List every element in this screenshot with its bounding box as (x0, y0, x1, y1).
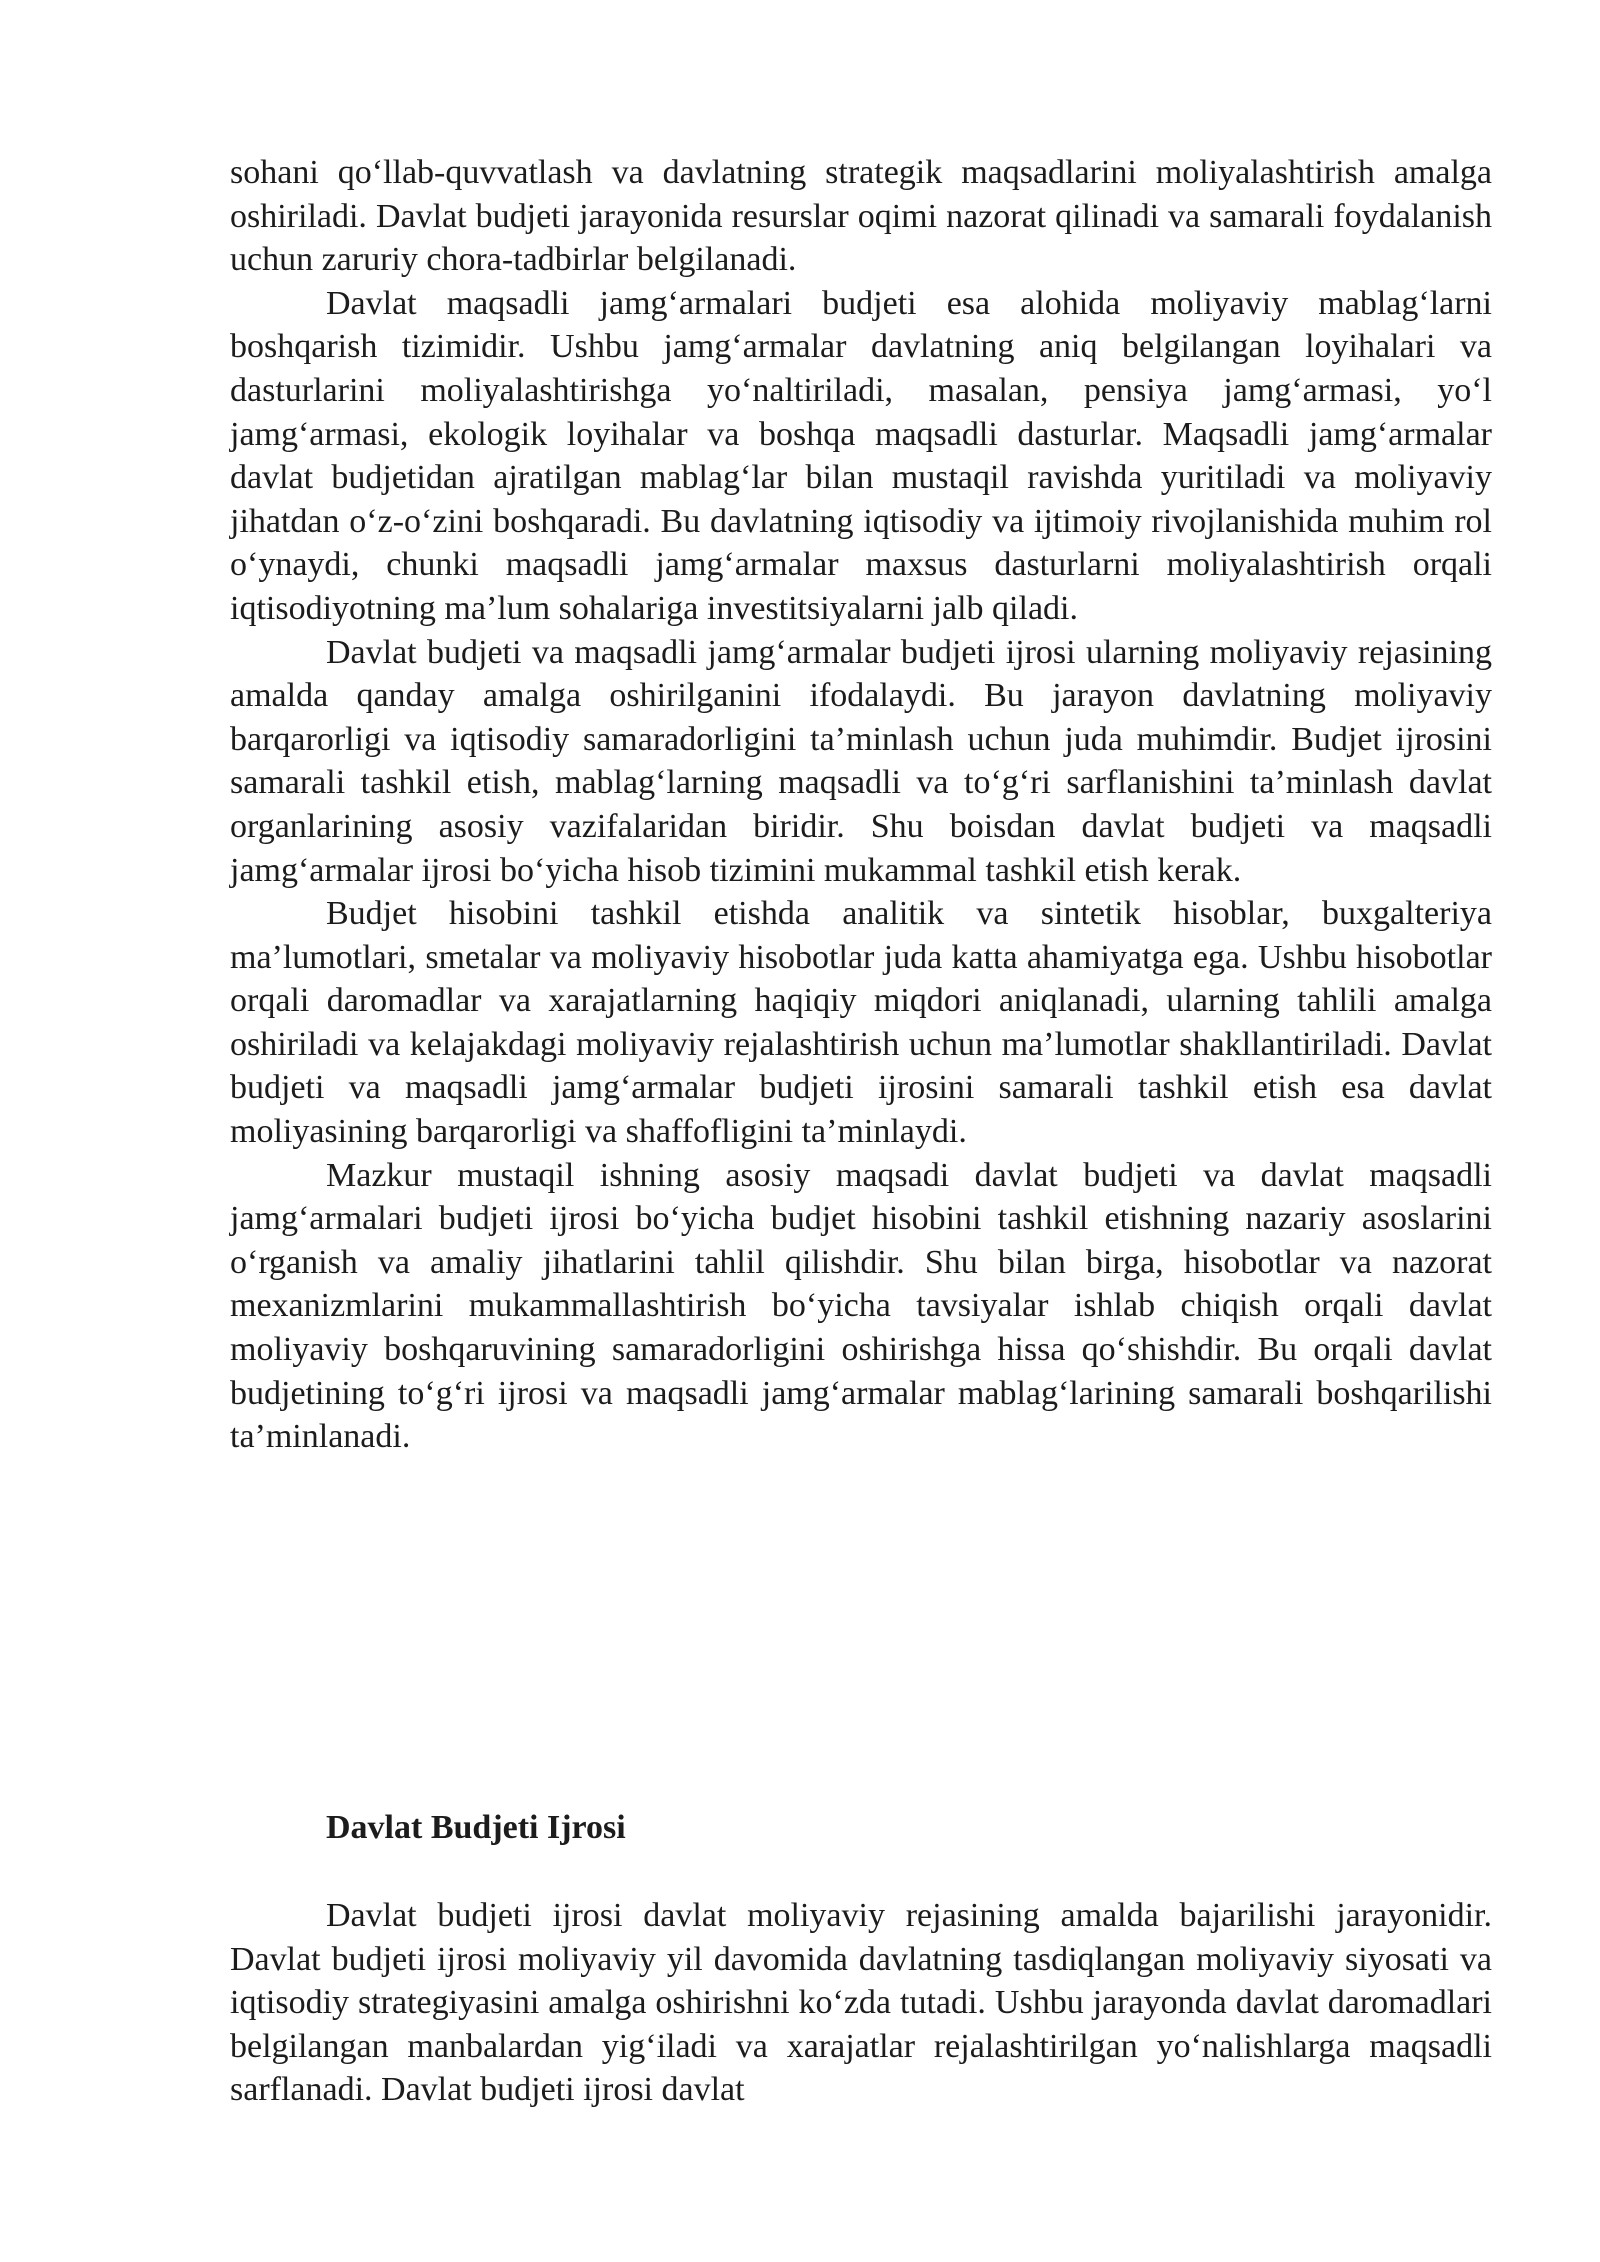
section-paragraph: Davlat budjeti ijrosi davlat moliyaviy rejasining amalda bajarilishi jarayonidir. Davlat budjeti ijrosi moliyaviy yil davomida davlatning tasdiqlangan moliyaviy siyosati va iqtisodiy strategiyasini amalga oshirishni ko‘zda tutadi. Ushbu jarayonda davlat daromadlari belgilangan manbalardan yig‘iladi va xarajatlar rejalashtirilgan yo‘nalishlarga maqsadli sarflanadi. Davlat budjeti ijrosi davlat (230, 1897, 1492, 2109)
paragraph-continuation: sohani qo‘llab-quvvatlash va davlatning strategik maqsadlarini moliyalashtirish amalga oshiriladi. Davlat budjeti jarayonida resurslar oqimi nazorat qilinadi va samarali foydalanish uchun zaruriy chora-tadbirlar belgilanadi. (230, 154, 1492, 279)
section-heading: Davlat Budjeti Ijrosi (326, 1809, 626, 1846)
body-text (230, 151, 1492, 1459)
paragraph-budget-execution: Davlat budjeti va maqsadli jamg‘armalar budjeti ijrosi ularning moliyaviy rejasining amalda qanday amalga oshirilganini ifodalaydi. Bu jarayon davlatning moliyaviy barqarorligi va iqtisodiy samaradorligini ta’minlash uchun juda muhimdir. Budjet ijrosini samarali tashkil etish, mablag‘larning maqsadli va to‘g‘ri sarflanishini ta’minlash davlat organlarining asosiy vazifalaridan biridir. Shu boisdan davlat budjeti va maqsadli jamg‘armalar ijrosi bo‘yicha hisob tizimini mukammal tashkil etish kerak. (230, 633, 1492, 889)
paragraph-target-funds: Davlat maqsadli jamg‘armalari budjeti esa alohida moliyaviy mablag‘larni boshqarish tizimidir. Ushbu jamg‘armalar davlatning aniq belgilangan loyihalari va dasturlarini moliyalashtirishga yo‘naltiriladi, masalan, pensiya jamg‘armasi, yo‘l jamg‘armasi, ekologik loyihalar va boshqa maqsadli dasturlar. Maqsadli jamg‘armalar davlat budjetidan ajratilgan mablag‘lar bilan mustaqil ravishda yuritiladi va moliyaviy jihatdan o‘z-o‘zini boshqaradi. Bu davlatning iqtisodiy va ijtimoiy rivojlanishida muhim rol o‘ynaydi, chunki maqsadli jamg‘armalar maxsus dasturlarni moliyalashtirish orqali iqtisodiyotning ma’lum sohalariga investitsiyalarni jalb qiladi. (230, 284, 1492, 627)
paragraph-budget-accounting: Budjet hisobini tashkil etishda analitik va sintetik hisoblar, buxgalteriya ma’lumotlari, smetalar va moliyaviy hisobotlar juda katta ahamiyatga ega. Ushbu hisobotlar orqali daromadlar va xarajatlarning haqiqiy miqdori aniqlanadi, ularning tahlili amalga oshiriladi va kelajakdagi moliyaviy rejalashtirish uchun ma’lumotlar shakllantiriladi. Davlat budjeti va maqsadli jamg‘armalar budjeti ijrosini samarali tashkil etish esa davlat moliyasining barqarorligi va shaffofligini ta’minlaydi. (230, 895, 1492, 1151)
paragraph-work-goal: Mazkur mustaqil ishning asosiy maqsadi davlat budjeti va davlat maqsadli jamg‘armalari budjeti ijrosi bo‘yicha budjet hisobini tashkil etishning nazariy asoslarini o‘rganish va amaliy jihatlarini tahlil qilishdir. Shu bilan birga, hisobotlar va nazorat mexanizmlarini mukammallashtirish bo‘yicha tavsiyalar ishlab chiqish orqali davlat moliyaviy boshqaruvining samaradorligini oshirishga hissa qo‘shishdir. Bu orqali davlat budjetining to‘g‘ri ijrosi va maqsadli jamg‘armalar mablag‘larining samarali boshqarilishi ta’minlanadi. (230, 1156, 1492, 1456)
section-text (230, 1894, 1492, 2112)
